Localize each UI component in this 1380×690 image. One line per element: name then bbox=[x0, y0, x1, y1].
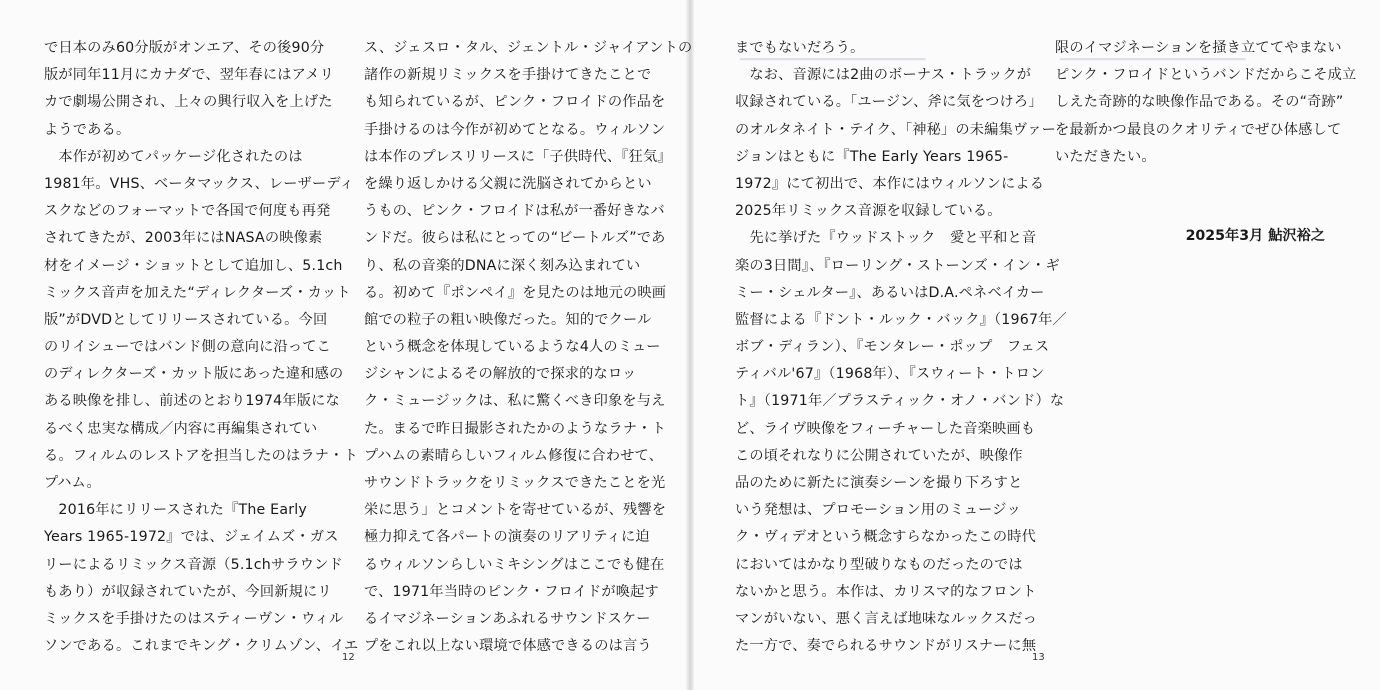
text-line: ク・ヴィデオという概念すらなかったこの時代 bbox=[735, 529, 1037, 546]
text-line: 版が同年11月にカナダで、翌年春にはアメリ bbox=[44, 67, 334, 84]
text-line: 材をイメージ・ショットとして追加し、5.1ch bbox=[44, 257, 343, 274]
text-line: 本作が初めてパッケージ化されたのは bbox=[44, 148, 303, 165]
text-line: この頃それなりに公開されていたが、映像作 bbox=[735, 447, 1023, 464]
text-line: 館での粒子の粗い映像だった。知的でクール bbox=[364, 311, 652, 328]
text-line: 限のイマジネーションを掻き立ててやまない bbox=[1055, 40, 1342, 56]
text-line: ピンク・フロイドというバンドだからこそ成立 bbox=[1055, 67, 1357, 84]
text-line: 版”がDVDとしてリリースされている。今回 bbox=[44, 311, 328, 328]
text-line: ど、ライヴ映像をフィーチャーした音楽映画も bbox=[735, 420, 1036, 437]
text-line: されてきたが、2003年にはNASAの映像素 bbox=[44, 230, 323, 247]
text-line: 1981年。VHS、ベータマックス、レーザーディ bbox=[44, 175, 355, 192]
text-line: ミー・シェルター』、あるいはD.A.ペネベイカー bbox=[735, 284, 1045, 301]
text-line: ようである。 bbox=[44, 121, 131, 138]
text-line: るウィルソンらしいミキシングはここでも健在 bbox=[364, 556, 665, 573]
text-line: 手掛けるのは今作が初めてとなる。ウィルソン bbox=[364, 121, 666, 138]
text-line: リーによるリミックス音源（5.1chサラウンド bbox=[44, 556, 343, 573]
page-number-left: 12 bbox=[342, 652, 355, 663]
text-line: ミックスを手掛けたのはスティーヴン・ウィル bbox=[44, 610, 344, 627]
text-line: までもないだろう。 bbox=[735, 40, 865, 56]
text-line: しえた奇跡的な映像作品である。その“奇跡” bbox=[1055, 94, 1344, 111]
show-through-artifact: ━━━━━━━━━━━━━━━━━━━━━━ bbox=[740, 52, 926, 68]
text-line: ト』（1971年／プラスティック・オノ・バンド）な bbox=[735, 393, 1065, 410]
text-line: ある映像を排し、前述のとおり1974年版にな bbox=[44, 393, 340, 410]
text-line: においてはかなり型破りなものだったのでは bbox=[735, 556, 1023, 573]
text-column-2 bbox=[364, 35, 692, 660]
text-line: 1972』にて初出で、本作にはウィルソンによる bbox=[735, 175, 1045, 192]
text-line: いう発想は、プロモーション用のミュージッ bbox=[735, 502, 1022, 519]
text-line: 2025年リミックス音源を収録している。 bbox=[735, 203, 1002, 220]
show-through-artifact: ━━━━━━━━━━━━━━━━━━━━━━ bbox=[1060, 52, 1246, 68]
text-line: 2016年にリリースされた『The Early bbox=[44, 502, 307, 519]
text-line: ないかと思う。本作は、カリスマ的なフロント bbox=[735, 583, 1037, 600]
text-line: る。初めて『ポンペイ』を見たのは地元の映画 bbox=[364, 284, 667, 301]
text-line: 諸作の新規リミックスを手掛けてきたことで bbox=[364, 67, 652, 84]
page-number-right: 13 bbox=[1032, 652, 1045, 663]
text-line: 極力抑えて各パートの演奏のリアリティに迫 bbox=[364, 529, 650, 546]
text-line: り、私の音楽的DNAに深く刻み込まれてい bbox=[364, 257, 641, 274]
text-line: マンがいない、悪く言えば地味なルックスだっ bbox=[735, 610, 1037, 627]
text-line: で日本のみ60分版がオンエア、その後90分 bbox=[44, 40, 325, 56]
text-line: る。フィルムのレストアを担当したのはラナ・ト bbox=[44, 447, 358, 464]
text-line: いただきたい。 bbox=[1055, 148, 1156, 165]
text-line: のディレクターズ・カット版にあった違和感の bbox=[44, 366, 344, 383]
text-line: ボブ・ディラン）、『モンタレー・ポップ フェス bbox=[735, 339, 1050, 356]
text-column-4 bbox=[1055, 35, 1356, 171]
text-line: ンドだ。彼らは私にとっての“ビートルズ”であ bbox=[364, 230, 666, 247]
text-line: のオルタネイト・テイク、「神秘」の未編集ヴァー bbox=[735, 121, 1056, 138]
text-line: もあり）が収録されていたが、今回新規にリ bbox=[44, 583, 332, 600]
text-line: ジョンはともに『The Early Years 1965- bbox=[735, 148, 1009, 165]
text-line: ジシャンによるその解放的で探求的なロッ bbox=[364, 366, 637, 383]
text-line: るべく忠実な構成／内容に再編集されてい bbox=[44, 420, 318, 437]
text-line: た一方で、奏でられるサウンドがリスナーに無 bbox=[735, 638, 1037, 655]
text-line: ティバル'67』（1968年）、『スウィート・トロン bbox=[735, 366, 1045, 383]
text-line: カで劇場公開され、上々の興行収入を上げた bbox=[44, 94, 333, 111]
text-line: は本作のプレスリリースに「子供時代、『狂気』 bbox=[364, 148, 672, 165]
text-line: なお、音源には2曲のボーナス・トラックが bbox=[735, 67, 1032, 84]
text-line: 監督による『ドント・ルック・バック』（1967年／ bbox=[735, 311, 1067, 328]
text-line: るイマジネーションあふれるサウンドスケー bbox=[364, 610, 651, 627]
text-line: 楽の3日間』、『ローリング・ストーンズ・イン・ギ bbox=[735, 257, 1060, 274]
text-line: で、1971年当時のピンク・フロイドが喚起す bbox=[364, 583, 659, 600]
text-line: プをこれ以上ない環境で体感できるのは言う bbox=[364, 638, 652, 655]
text-line: という概念を体現しているような4人のミュー bbox=[364, 339, 661, 356]
text-column-3 bbox=[735, 35, 1067, 660]
text-line: Years 1965-1972』では、ジェイムズ・ガス bbox=[44, 529, 339, 546]
text-line: ミックス音声を加えた“ディレクターズ・カット bbox=[44, 284, 351, 301]
text-line: ス、ジェスロ・タル、ジェントル・ジャイアントの bbox=[364, 40, 693, 56]
text-line: 品のために新たに演奏シーンを撮り下ろすと bbox=[735, 475, 1023, 491]
text-line: を繰り返しかける父親に洗脳されてからとい bbox=[364, 175, 652, 192]
author-signature: 2025年3月 鮎沢裕之 bbox=[1185, 228, 1325, 244]
text-column-1 bbox=[44, 35, 358, 660]
text-line: うもの、ピンク・フロイドは私が一番好きなバ bbox=[364, 203, 665, 220]
text-line: サウンドトラックをリミックスできたことを光 bbox=[364, 475, 666, 491]
text-line: 栄に思う」とコメントを寄せているが、残響を bbox=[364, 502, 667, 519]
text-line: 先に挙げた『ウッドストック 愛と平和と音 bbox=[735, 230, 1037, 247]
text-line: スクなどのフォーマットで各国で何度も再発 bbox=[44, 203, 331, 220]
text-line: プハム。 bbox=[44, 475, 101, 491]
text-line: のリイシューではバンド側の意向に沿ってこ bbox=[44, 339, 332, 356]
text-line: も知られているが、ピンク・フロイドの作品を bbox=[364, 94, 666, 111]
text-line: プハムの素晴らしいフィルム修復に合わせて、 bbox=[364, 447, 664, 464]
text-line: た。まるで昨日撮影されたかのようなラナ・ト bbox=[364, 420, 666, 437]
text-line: ク・ミュージックは、私に驚くべき印象を与え bbox=[364, 393, 666, 410]
text-line: を最新かつ最良のクオリティでぜひ体感して bbox=[1055, 121, 1342, 138]
text-line: 収録されている。「ユージン、斧に気をつけろ」 bbox=[735, 94, 1043, 111]
text-line: ソンである。これまでキング・クリムゾン、イエ bbox=[44, 638, 359, 655]
